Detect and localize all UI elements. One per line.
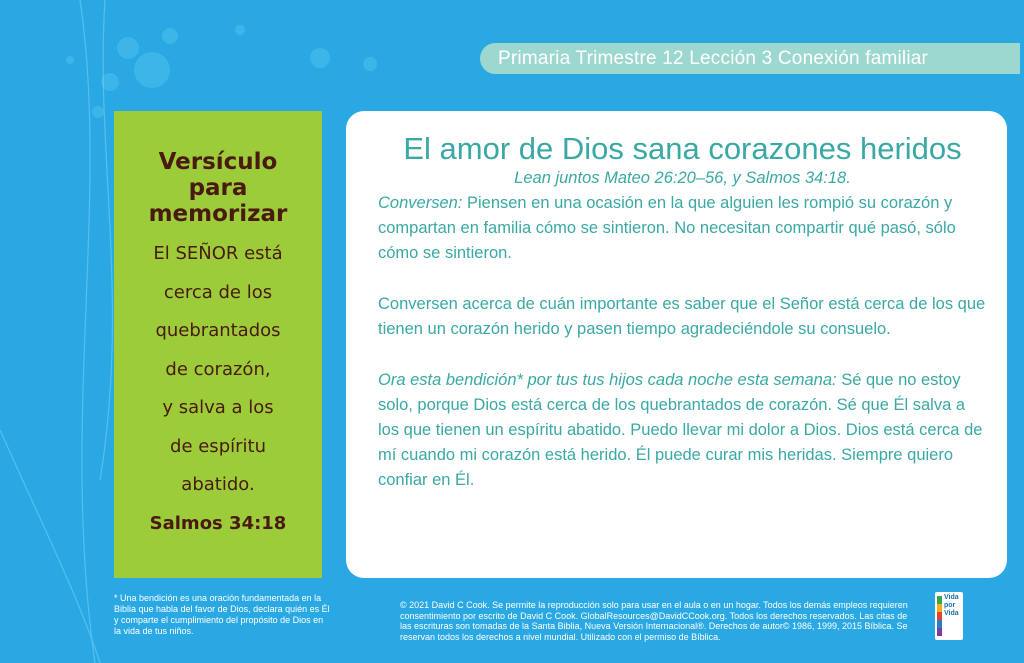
logo-text-line: por [944,602,956,609]
memory-verse-heading [114,149,322,227]
verse-line: quebrantados [155,320,281,341]
heading-line: memorizar [148,201,288,227]
blessing-footnote: * Una bendición es una oración fundamentada en la Biblia que habla del favor de Dios, declara quién es Él y comparte el cumplimiento del propósito de Dios en la vida de tus niños. [114,593,330,636]
discussion-paragraph [378,191,987,266]
discussion-label: Conversen: [378,194,463,212]
verse-line: de espíritu [170,435,266,457]
blessing-paragraph [378,368,987,493]
logo-text-line: Vida [944,594,959,601]
page-header-banner: Primaria Trimestre 12 Lección 3 Conexión familiar [480,43,1020,74]
verse-line: El SEÑOR está [153,243,283,264]
heading-line: Versículo [158,149,278,175]
lesson-title: El amor de Dios sana corazones heridos [403,131,962,166]
discussion-text: Piensen en una ocasión en la que alguien les rompió su corazón y compartan en familia cómo se sintieron. No necesitan compartir qué pasó, sólo cómo se sintieron. [378,194,956,262]
memory-verse-panel [114,111,322,578]
heading-line: para [188,175,248,201]
memory-verse-text [114,235,322,543]
blessing-label: Ora esta bendición* por tus tus hijos cada noche esta semana: [378,371,837,389]
logo-stripes-icon [937,596,942,636]
verse-line: de corazón, [165,358,271,380]
lesson-card [346,111,1007,578]
verse-reference: Salmos 34:18 [149,512,287,534]
copyright-notice: © 2021 David C Cook. Se permite la reproducción solo para usar en el aula o en un hogar. Todos los demás empleos requieren consentimiento por escrito de David C Cook. GlobalResources@DavidCCook.org. Todos los derechos reservados. Las citas de las escrituras son tomadas de la Santa Biblia, Nueva Versión Internacional®. Derechos de autor© 1986, 1999, 2015 Bíblica. Se reservan todos los derechos a nivel mundial. Utilizado con el permiso de Bíblica. [400,600,908,642]
verse-line: abatido. [181,474,255,495]
verse-line: y salva a los [162,397,274,418]
discussion-text-2: Conversen acerca de cuán importante es saber que el Señor está cerca de los que tienen un corazón herido y pasen tiempo agradeciéndole su consuelo. [378,295,986,338]
verse-line: cerca de los [163,281,273,303]
vida-por-vida-logo [935,592,963,640]
lesson-subtitle: Lean juntos Mateo 26:20–56, y Salmos 34:18. [514,169,851,187]
blessing-text: Sé que no estoy solo, porque Dios está cerca de los quebrantados de corazón. Sé que Él salva a los que tienen un espíritu abatido. Puedo llevar mi dolor a Dios. Dios está cerca de mí cuando mi corazón está herido. Él puede curar mis heridas. Siempre quiero confiar en Él. [378,371,983,489]
discussion-paragraph-2 [378,292,987,342]
logo-text-line: Vida [944,610,959,617]
